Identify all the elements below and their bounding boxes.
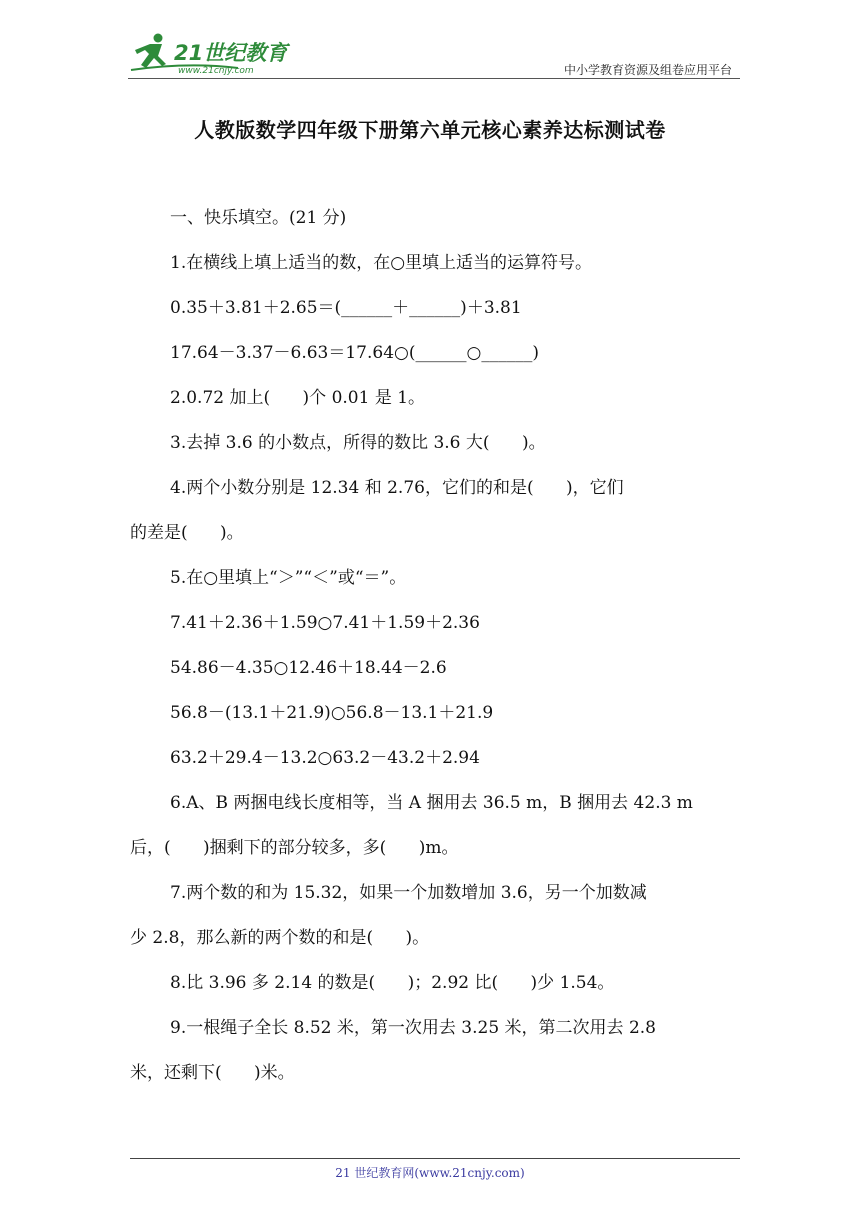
logo-url: www.21cnjy.com [178,66,254,76]
question-text: 少 2.8，那么新的两个数的和是( )。 [130,928,430,948]
question-text: 7.41＋2.36＋1.59○7.41＋1.59＋2.36 [170,613,480,633]
question-text: 54.86－4.35○12.46＋18.44－2.6 [170,658,447,678]
question-text: 3.去掉 3.6 的小数点，所得的数比 3.6 大( )。 [170,433,546,453]
question-text: 6.A、B 两捆电线长度相等，当 A 捆用去 36.5 m，B 捆用去 42.3 m [170,793,693,813]
page-title: 人教版数学四年级下册第六单元核心素养达标测试卷 [194,118,666,142]
footer-link[interactable]: 21 世纪教育网(www.21cnjy.com) [335,1166,525,1180]
question-text: 4.两个小数分别是 12.34 和 2.76，它们的和是( )，它们 [170,478,624,498]
question-text: 17.64－3.37－6.63＝17.64○(______○______) [170,343,539,363]
logo-text: 21世纪教育 [174,41,288,65]
question-text: 0.35＋3.81＋2.65＝(______＋______)＋3.81 [170,298,522,318]
question-text: 9.一根绳子全长 8.52 米，第一次用去 3.25 米，第二次用去 2.8 [170,1018,656,1038]
question-text: 5.在○里填上“＞”“＜”或“＝”。 [170,568,407,588]
question-text: 2.0.72 加上( )个 0.01 是 1。 [170,388,426,408]
question-text: 63.2＋29.4－13.2○63.2－43.2＋2.94 [170,748,480,768]
page-header [128,30,732,80]
question-text: 米，还剩下( )米。 [130,1063,295,1083]
question-text: 后，( )捆剩下的部分较多，多( )m。 [130,838,459,858]
footer-divider [130,1158,740,1159]
logo [128,32,298,76]
question-text: 1.在横线上填上适当的数，在○里填上适当的运算符号。 [170,253,593,273]
question-text: 7.两个数的和为 15.32，如果一个加数增加 3.6，另一个加数减 [170,883,647,903]
question-text: 56.8－(13.1＋21.9)○56.8－13.1＋21.9 [170,703,494,723]
header-platform-text: 中小学教育资源及组卷应用平台 [563,63,732,77]
question-text: 的差是( )。 [130,523,244,543]
question-text: 8.比 3.96 多 2.14 的数是( )；2.92 比( )少 1.54。 [170,973,615,993]
header-divider [128,78,740,79]
section-heading: 一、快乐填空。(21 分) [170,208,347,228]
